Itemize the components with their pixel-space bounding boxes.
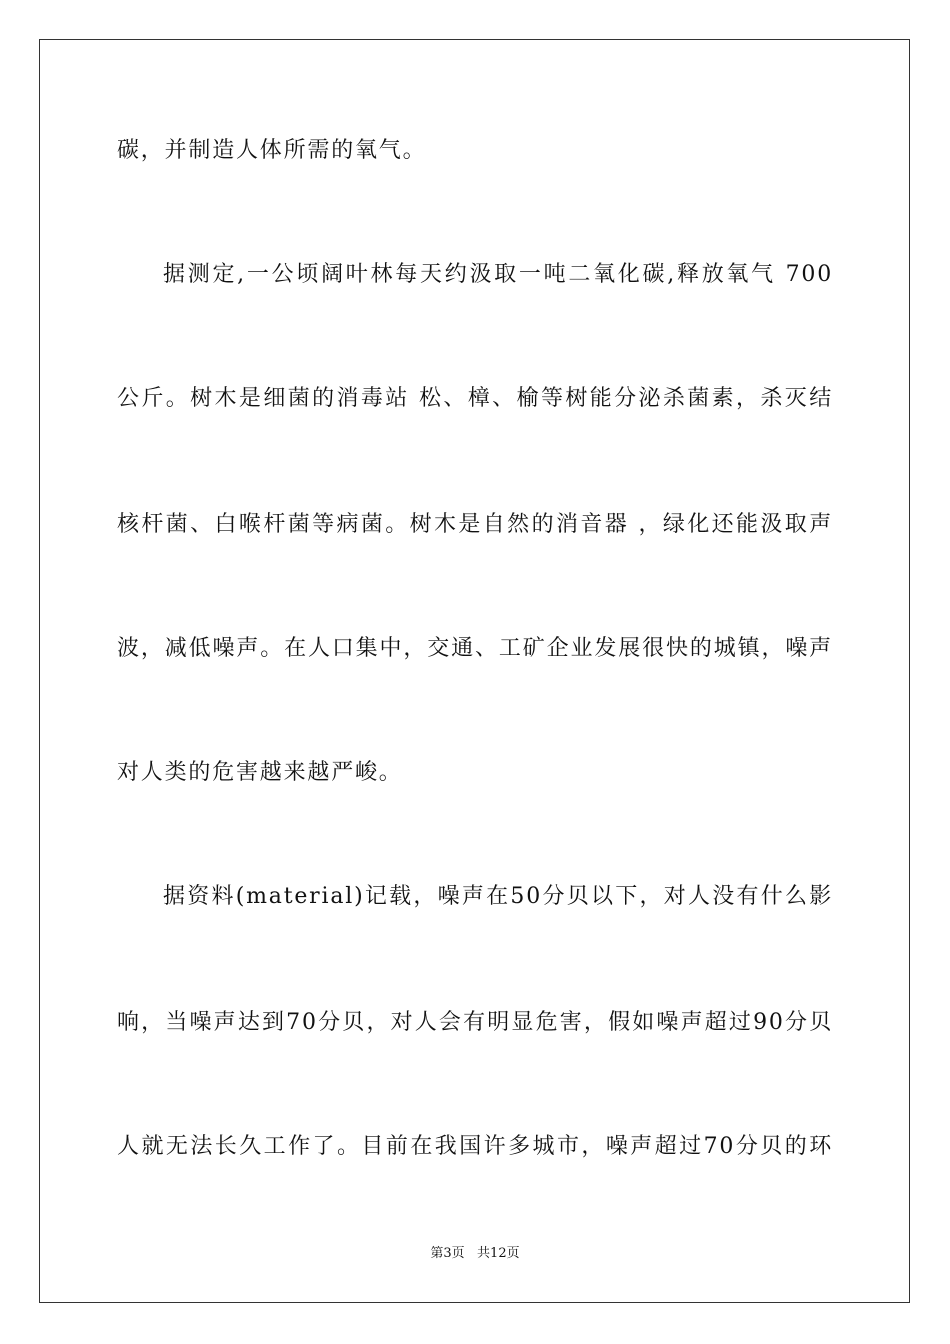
text-line-4: 核杆菌、白喉杆菌等病菌。树木是自然的消音器 ，绿化还能汲取声 xyxy=(117,512,833,537)
text-line-6: 对人类的危害越来越严峻。 xyxy=(117,760,403,785)
text-line-9: 人就无法长久工作了。目前在我国许多城市，噪声超过70分贝的环 xyxy=(117,1134,833,1159)
text-line-5: 波，减低噪声。在人口集中，交通、工矿企业发展很快的城镇，噪声 xyxy=(117,636,833,661)
text-line-8: 响，当噪声达到70分贝，对人会有明显危害，假如噪声超过90分贝 xyxy=(117,1010,833,1035)
text-line-7: 据资料(material)记载，噪声在50分贝以下，对人没有什么影 xyxy=(163,884,833,909)
text-line-3: 公斤。树木是细菌的消毒站 松、樟、榆等树能分泌杀菌素，杀灭结 xyxy=(117,386,833,411)
text-line-2: 据测定,一公顷阔叶林每天约汲取一吨二氧化碳,释放氧气 700 xyxy=(163,262,833,287)
text-line-1: 碳，并制造人体所需的氧气。 xyxy=(117,138,427,163)
page-number-footer: 第3页 共12页 xyxy=(430,1246,520,1261)
page-border xyxy=(39,39,910,1303)
